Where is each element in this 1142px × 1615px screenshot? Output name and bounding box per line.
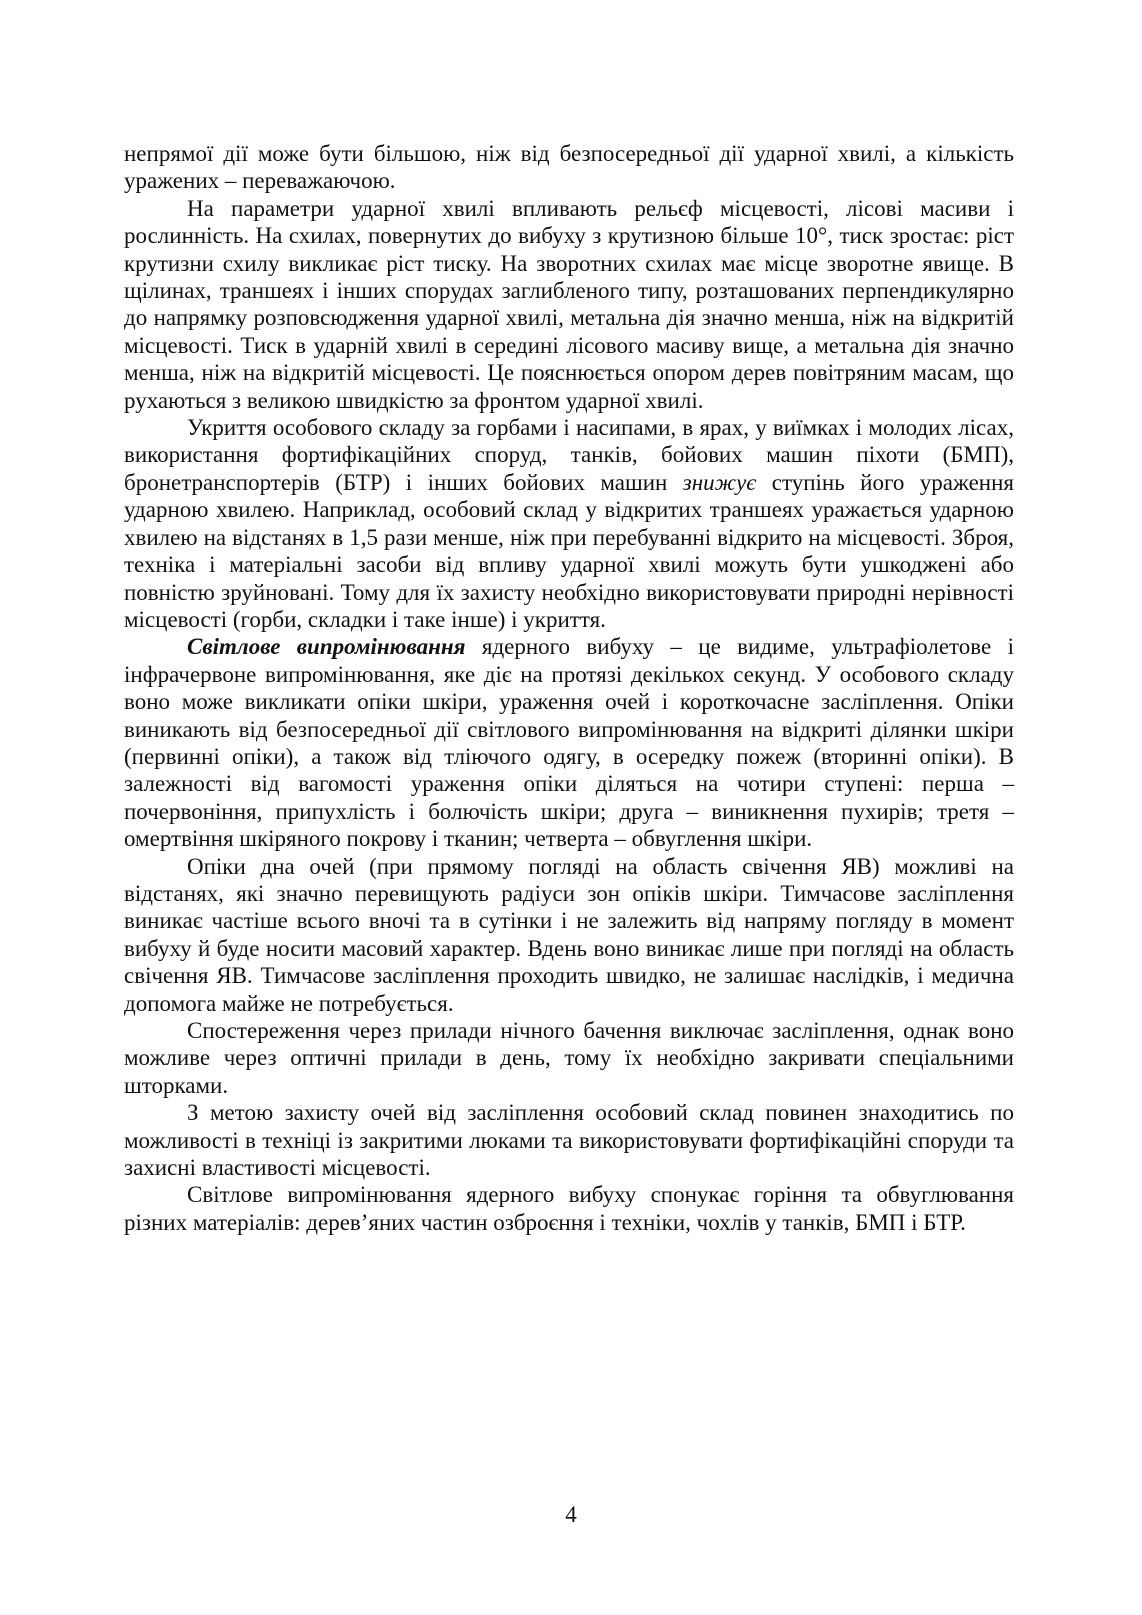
- paragraph-3: [124, 414, 1014, 633]
- paragraph-3-text-before: Укриття особового складу за горбами і насипами, в ярах, у виїмках і молодих лісах, використання фортифікаційних споруд, танків, бойових машин піхоти (БМП), бронетранспортерів (БТР) і інших бойових машин: [124, 415, 1014, 495]
- paragraph-2-text: На параметри ударної хвилі впливають рельєф місцевості, лісові масиви і рослинність. На схилах, повернутих до вибуху з крутизною більше 10°, тиск зростає: ріст крутизни схилу викликає ріст тиску. На зворотних схилах має місце зворотне явище. В щілинах, траншеях і інших спорудах заглибленого типу, розташованих перпендикулярно до напрямку розповсюдження ударної хвилі, метальна дія значно менша, ніж на відкритій місцевості. Тиск в ударній хвилі в середині лісового масиву вище, а метальна дія значно менша, ніж на відкритій місцевості. Це пояснюється опором дерев повітряним масам, що рухаються з великою швидкістю за фронтом ударної хвилі.: [124, 195, 1014, 413]
- paragraph-6-text: Спостереження через прилади нічного бачення виключає засліплення, однак воно можливе через оптичні прилади в день, тому їх необхідно закривати спеціальними шторками.: [124, 1018, 1014, 1098]
- paragraph-7-text: З метою захисту очей від засліплення особовий склад повинен знаходитись по можливості в техніці із закритими люками та використовувати фортифікаційні споруди та захисні властивості місцевості.: [124, 1100, 1014, 1181]
- paragraph-5: [124, 853, 1014, 1017]
- paragraph-7: [124, 1099, 1014, 1181]
- paragraph-1-text: непрямої дії може бути більшою, ніж від безпосередньої дії ударної хвилі, а кількість уражених – переважаючою.: [124, 141, 1014, 194]
- paragraph-4-term: Світлове випромінювання: [187, 634, 466, 660]
- paragraph-2: [124, 195, 1014, 414]
- paragraph-3-italic-term: знижує: [682, 469, 757, 495]
- paragraph-6: [124, 1017, 1014, 1099]
- paragraph-4: [124, 633, 1014, 852]
- paragraph-1: [124, 140, 1014, 195]
- paragraph-8: [124, 1181, 1014, 1236]
- paragraph-3-text-after: ступінь його ураження ударною хвилею. Наприклад, особовий склад у відкритих траншеях уражається ударною хвилею на відстанях в 1,5 рази менше, ніж при перебуванні відкрито на місцевості. Зброя, техніка і матеріальні засоби від впливу ударної хвилі можуть бути ушкоджені або повністю зруйновані. Тому для їх захисту необхідно використовувати природні нерівності місцевості (горби, складки і таке інше) і укриття.: [124, 469, 1014, 632]
- paragraph-8-text: Світлове випромінювання ядерного вибуху спонукає горіння та обвуглювання різних матеріалів: дерев’яних частин озброєння і техніки, чохлів у танків, БМП і БТР.: [124, 1182, 1014, 1235]
- paragraph-4-text: ядерного вибуху – це видиме, ультрафіолетове і інфрачервоне випромінювання, яке діє на протязі декількох секунд. У особового складу воно може викликати опіки шкіри, ураження очей і короткочасне засліплення. Опіки виникають від безпосередньої дії світлового випромінювання на відкриті ділянки шкіри (первинні опіки), а також від тліючого одягу, в осередку пожеж (вторинні опіки). В залежності від вагомості ураження опіки діляться на чотири ступені: перша – почервоніння, припухлість і болючість шкіри; друга – виникнення пухирів; третя – омертвіння шкіряного покрову і тканин; четверта – обвуглення шкіри.: [124, 634, 1014, 852]
- page-body: [124, 140, 1014, 1236]
- paragraph-5-text: Опіки дна очей (при прямому погляді на область свічення ЯВ) можливі на відстанях, які значно перевищують радіуси зон опіків шкіри. Тимчасове засліплення виникає частіше всього вночі та в сутінки і не залежить від напряму погляду в момент вибуху й буде носити масовий характер. Вдень воно виникає лише при погляді на область свічення ЯВ. Тимчасове засліплення проходить швидко, не залишає наслідків, і медична допомога майже не потребується.: [124, 853, 1014, 1016]
- page-number: 4: [565, 1502, 577, 1527]
